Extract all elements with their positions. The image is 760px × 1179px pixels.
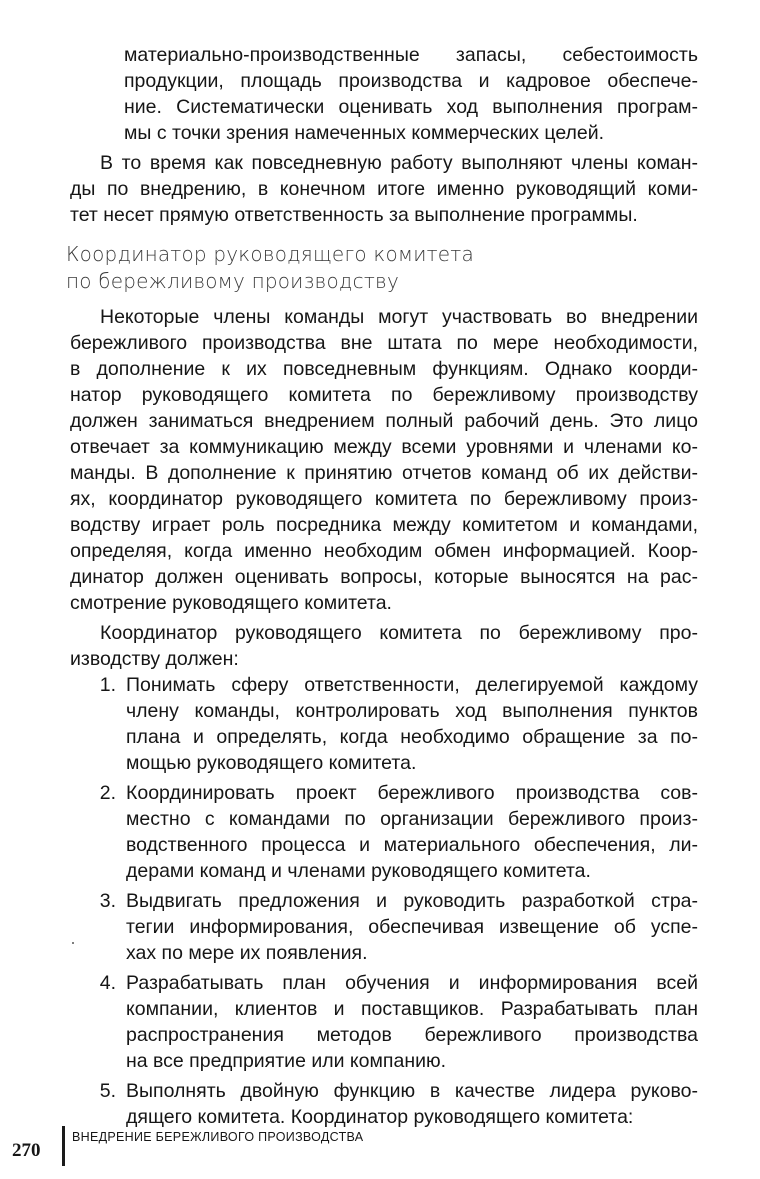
- list-number: 1.: [99, 674, 116, 696]
- list-item-line: дящего комитета. Координатор руководящего комитета:: [126, 1106, 634, 1128]
- list-item-line: водственного процесса и материального обеспечения, ли-: [126, 834, 698, 856]
- section-heading: Координатор руководящего комитета: [66, 242, 474, 266]
- list-item-line: распространения методов бережливого производства: [126, 1024, 698, 1046]
- list-number: 4.: [99, 972, 116, 994]
- list-item-line: Координировать проект бережливого производства сов-: [126, 782, 698, 804]
- list-item-line: тегии информирования, обеспечивая извещение об успе-: [126, 916, 698, 938]
- print-speck: [72, 942, 74, 944]
- paragraph-line: водству играет роль посредника между комитетом и командами,: [70, 514, 698, 536]
- intro-line: мы с точки зрения намеченных коммерческих целей.: [124, 122, 605, 144]
- list-item-line: местно с командами по организации бережливого произ-: [126, 808, 698, 830]
- running-head: ВНЕДРЕНИЕ БЕРЕЖЛИВОГО ПРОИЗВОДСТВА: [72, 1130, 364, 1144]
- paragraph-line: должен заниматься внедрением полный рабочий день. Это лицо: [70, 410, 698, 432]
- paragraph-line: смотрение руководящего комитета.: [70, 592, 392, 614]
- paragraph-line: бережливого производства вне штата по мере необходимости,: [70, 332, 698, 354]
- paragraph-line: Некоторые члены команды могут участвовать во внедрении: [100, 306, 698, 328]
- list-item-line: плана и определять, когда необходимо обращение за по-: [126, 726, 698, 748]
- list-item-line: члену команды, контролировать ход выполнения пунктов: [126, 700, 698, 722]
- paragraph-line: манды. В дополнение к принятию отчетов команд об их действи-: [70, 462, 698, 484]
- list-item-line: компании, клиентов и поставщиков. Разрабатывать план: [126, 998, 698, 1020]
- list-item-line: Выполнять двойную функцию в качестве лидера руково-: [126, 1080, 698, 1102]
- paragraph-line: изводству должен:: [70, 648, 239, 670]
- paragraph-line: ды по внедрению, в конечном итоге именно руководящий коми-: [70, 178, 698, 200]
- list-item-line: мощью руководящего комитета.: [126, 752, 417, 774]
- list-number: 3.: [99, 890, 116, 912]
- page-number: 270: [12, 1140, 41, 1161]
- paragraph-line: отвечает за коммуникацию между всеми уровнями и членами ко-: [70, 436, 698, 458]
- list-number: 2.: [99, 782, 116, 804]
- paragraph-line: динатор должен оценивать вопросы, которые выносятся на рас-: [70, 566, 698, 588]
- paragraph-line: определяя, когда именно необходим обмен информацией. Коор-: [70, 540, 698, 562]
- footer-divider: [62, 1126, 65, 1166]
- intro-line: материально-производственные запасы, себестоимость: [124, 44, 698, 66]
- paragraph-line: натор руководящего комитета по бережливому производству: [70, 384, 698, 406]
- intro-line: продукции, площадь производства и кадровое обеспече-: [124, 70, 698, 92]
- paragraph-line: в дополнение к их повседневным функциям. Однако коорди-: [70, 358, 698, 380]
- section-heading: по бережливому производству: [66, 269, 399, 293]
- list-item-line: хах по мере их появления.: [126, 942, 368, 964]
- paragraph-line: тет несет прямую ответственность за выполнение программы.: [70, 204, 638, 226]
- paragraph-line: В то время как повседневную работу выполняют члены коман-: [100, 152, 698, 174]
- list-item-line: Выдвигать предложения и руководить разработкой стра-: [126, 890, 698, 912]
- intro-line: ние. Систематически оценивать ход выполнения програм-: [124, 96, 698, 118]
- list-item-line: Разрабатывать план обучения и информирования всей: [126, 972, 698, 994]
- list-item-line: Понимать сферу ответственности, делегируемой каждому: [126, 674, 698, 696]
- list-number: 5.: [99, 1080, 116, 1102]
- paragraph-line: Координатор руководящего комитета по бережливому про-: [100, 622, 698, 644]
- list-item-line: на все предприятие или компанию.: [126, 1050, 447, 1072]
- list-item-line: дерами команд и членами руководящего комитета.: [126, 860, 591, 882]
- paragraph-line: ях, координатор руководящего комитета по бережливому произ-: [70, 488, 698, 510]
